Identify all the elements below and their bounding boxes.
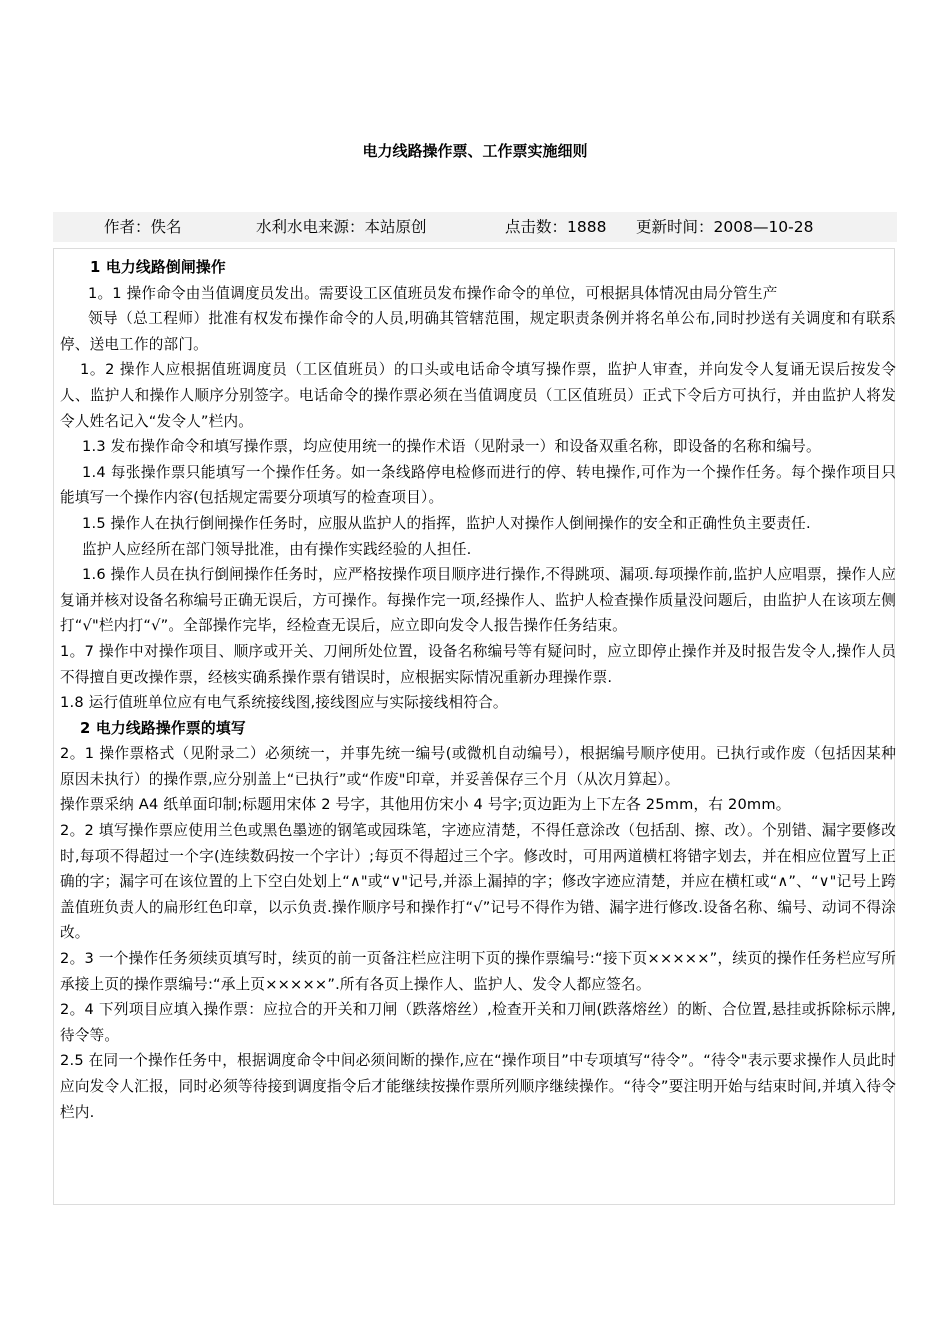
paragraph-2-3: 2。3 一个操作任务须续页填写时，续页的前一页备注栏应注明下页的操作票编号:“接下页×××××”，续页的操作任务栏应写所承接上页的操作票编号:“承上页×××××”.所有各页上操作人、监护人、发令人都应签名。	[60, 950, 896, 993]
paragraph-1-1a: 1。1 操作命令由当值调度员发出。需要设工区值班员发布操作命令的单位，可根据具体情况由局分管生产	[88, 284, 778, 302]
article-body	[60, 255, 896, 1125]
paragraph-1-8: 1.8 运行值班单位应有电气系统接线图,接线图应与实际接线相符合。	[60, 694, 508, 712]
paragraph-2-4: 2。4 下列项目应填入操作票：应拉合的开关和刀闸（跌落熔丝）,检查开关和刀闸(跌落熔丝）的断、合位置,悬挂或拆除标示牌,待令等。	[60, 1001, 896, 1044]
paragraph-1-2: 1。2 操作人应根据值班调度员（工区值班员）的口头或电话命令填写操作票，监护人审查，并向发令人复诵无误后按发令人、监护人和操作人顺序分别签字。电话命令的操作票必须在当值调度员（工区值班员）正式下令后方可执行，并由监护人将发令人姓名记入“发令人”栏内。	[60, 361, 896, 430]
paragraph-1-1b: 领导（总工程师）批准有权发布操作命令的人员,明确其管辖范围，规定职责条例并将名单公布,同时抄送有关调度和有联系停、送电工作的部门。	[60, 310, 896, 353]
paragraph-2-1-note: 操作票采纳 A4 纸单面印制;标题用宋体 2 号字，其他用仿宋小 4 号字;页边距为上下左各 25mm，右 20mm。	[60, 796, 791, 814]
paragraph-1-7: 1。7 操作中对操作项目、顺序或开关、刀闸所处位置，设备名称编号等有疑问时，应立即停止操作并及时报告发令人,操作人员不得擅自更改操作票，经核实确系操作票有错误时，应根据实际情况重新办理操作票.	[60, 642, 896, 686]
section-heading-1: 1 电力线路倒闸操作	[90, 259, 226, 276]
section-heading-2: 2 电力线路操作票的填写	[80, 719, 246, 737]
paragraph-1-5-note: 监护人应经所在部门领导批准，由有操作实践经验的人担任.	[82, 540, 472, 558]
document-title: 电力线路操作票、工作票实施细则	[362, 142, 588, 160]
paragraph-1-4: 1.4 每张操作票只能填写一个操作任务。如一条线路停电检修而进行的停、转电操作,可作为一个操作任务。每个操作项目只能填写一个操作内容(包括规定需要分项填写的检查项目）。	[60, 463, 896, 507]
update-time-label: 更新时间：2008—10-28	[636, 218, 814, 236]
source-label: 水利水电来源：本站原创	[256, 218, 427, 236]
article-meta-bar	[53, 212, 897, 242]
paragraph-2-1: 2。1 操作票格式（见附录二）必须统一，并事先统一编号(或微机自动编号），根据编号顺序使用。已执行或作废（包括因某种原因未执行）的操作票,应分别盖上“已执行”或“作废"印章，并妥善保存三个月（从次月算起）。	[60, 745, 896, 788]
paragraph-2-5: 2.5 在同一个操作任务中，根据调度命令中间必须间断的操作,应在“操作项目”中专项填写“待令”。“待令"表示要求操作人员此时应向发令人汇报，同时必须等待接到调度指令后才能继续按操作票所列顺序继续操作。“待令”要注明开始与结束时间,并填入待令栏内.	[60, 1052, 896, 1121]
author-label: 作者：佚名	[104, 218, 182, 236]
paragraph-1-6: 1.6 操作人员在执行倒闸操作任务时，应严格按操作项目顺序进行操作,不得跳项、漏项.每项操作前,监护人应唱票，操作人应复诵并核对设备名称编号正确无误后，方可操作。每操作完一项,经操作人、监护人检查操作质量没问题后，由监护人在该项左侧打“√"栏内打“√”。全部操作完毕，经检查无误后，应立即向发令人报告操作任务结束。	[60, 566, 896, 635]
click-count-label: 点击数：1888	[505, 218, 607, 236]
paragraph-1-5: 1.5 操作人在执行倒闸操作任务时，应服从监护人的指挥，监护人对操作人倒闸操作的安全和正确性负主要责任.	[82, 514, 811, 532]
paragraph-1-3: 1.3 发布操作命令和填写操作票，均应使用统一的操作术语（见附录一）和设备双重名称，即设备的名称和编号。	[82, 438, 821, 456]
paragraph-2-2: 2。2 填写操作票应使用兰色或黑色墨迹的钢笔或园珠笔，字迹应清楚，不得任意涂改（包括刮、擦、改）。个别错、漏字要修改时,每项不得超过一个字(连续数码按一个字计）;每页不得超过三个字。修改时，可用两道横杠将错字划去，并在相应位置写上正确的字；漏字可在该位置的上下空白处划上“∧"或“∨"记号,并添上漏掉的字；修改字迹应清楚，并应在横杠或“∧”、“∨"记号上跨盖值班负责人的扁形红色印章，以示负责.操作顺序号和操作打“√”记号不得作为错、漏字进行修改.设备名称、编号、动词不得涂改。	[60, 822, 896, 942]
